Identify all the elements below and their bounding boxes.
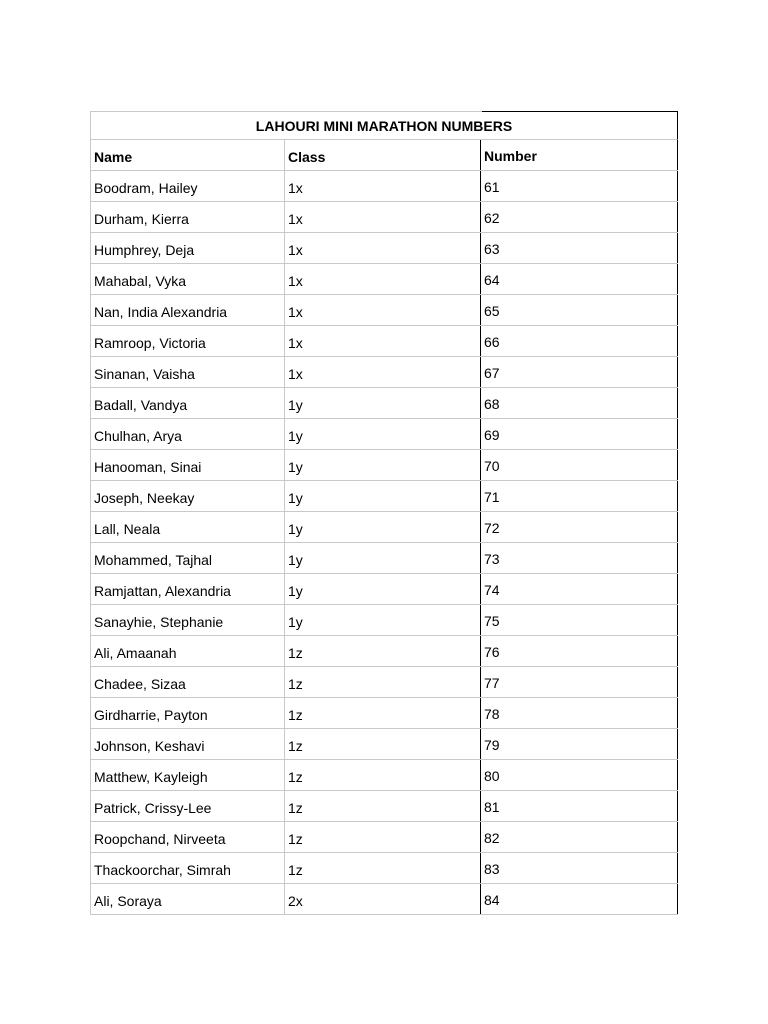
cell-number: 75 bbox=[481, 605, 678, 635]
table-row bbox=[90, 667, 678, 698]
table-row bbox=[90, 791, 678, 822]
cell-class: 1z bbox=[285, 760, 481, 790]
cell-class: 1z bbox=[285, 853, 481, 883]
table-row bbox=[90, 729, 678, 760]
cell-name: Johnson, Keshavi bbox=[90, 729, 285, 759]
marathon-numbers-table bbox=[90, 111, 678, 915]
cell-class: 1x bbox=[285, 357, 481, 387]
cell-number: 61 bbox=[481, 171, 678, 201]
table-row bbox=[90, 512, 678, 543]
cell-number: 66 bbox=[481, 326, 678, 356]
title-border-accent bbox=[482, 111, 678, 112]
cell-class: 1x bbox=[285, 233, 481, 263]
cell-class: 1x bbox=[285, 202, 481, 232]
cell-class: 1x bbox=[285, 326, 481, 356]
cell-class: 1z bbox=[285, 791, 481, 821]
cell-class: 1y bbox=[285, 543, 481, 573]
cell-name: Hanooman, Sinai bbox=[90, 450, 285, 480]
cell-name: Patrick, Crissy-Lee bbox=[90, 791, 285, 821]
cell-name: Humphrey, Deja bbox=[90, 233, 285, 263]
table-row bbox=[90, 357, 678, 388]
cell-name: Joseph, Neekay bbox=[90, 481, 285, 511]
cell-name: Sinanan, Vaisha bbox=[90, 357, 285, 387]
cell-class: 1y bbox=[285, 450, 481, 480]
cell-number: 84 bbox=[481, 884, 678, 914]
table-row bbox=[90, 822, 678, 853]
cell-class: 1x bbox=[285, 264, 481, 294]
cell-class: 1y bbox=[285, 481, 481, 511]
cell-class: 1y bbox=[285, 512, 481, 542]
cell-number: 73 bbox=[481, 543, 678, 573]
cell-number: 74 bbox=[481, 574, 678, 604]
cell-name: Ramroop, Victoria bbox=[90, 326, 285, 356]
cell-number: 77 bbox=[481, 667, 678, 697]
cell-number: 80 bbox=[481, 760, 678, 790]
table-title-text: LAHOURI MINI MARATHON NUMBERS bbox=[255, 117, 513, 134]
cell-number: 79 bbox=[481, 729, 678, 759]
cell-name: Chadee, Sizaa bbox=[90, 667, 285, 697]
table-row bbox=[90, 636, 678, 667]
cell-name: Roopchand, Nirveeta bbox=[90, 822, 285, 852]
header-name: Name bbox=[90, 140, 285, 170]
table-row bbox=[90, 388, 678, 419]
cell-number: 82 bbox=[481, 822, 678, 852]
table-row bbox=[90, 295, 678, 326]
table-row bbox=[90, 450, 678, 481]
cell-number: 67 bbox=[481, 357, 678, 387]
cell-class: 1y bbox=[285, 605, 481, 635]
table-row bbox=[90, 698, 678, 729]
cell-number: 63 bbox=[481, 233, 678, 263]
table-row bbox=[90, 605, 678, 636]
table-row bbox=[90, 853, 678, 884]
cell-number: 65 bbox=[481, 295, 678, 325]
cell-number: 78 bbox=[481, 698, 678, 728]
table-row bbox=[90, 326, 678, 357]
table-row bbox=[90, 202, 678, 233]
cell-class: 1x bbox=[285, 171, 481, 201]
cell-name: Boodram, Hailey bbox=[90, 171, 285, 201]
table-row bbox=[90, 264, 678, 295]
cell-class: 1y bbox=[285, 574, 481, 604]
cell-number: 62 bbox=[481, 202, 678, 232]
cell-class: 1z bbox=[285, 729, 481, 759]
table-row bbox=[90, 419, 678, 450]
cell-name: Mohammed, Tajhal bbox=[90, 543, 285, 573]
table-row bbox=[90, 543, 678, 574]
cell-name: Matthew, Kayleigh bbox=[90, 760, 285, 790]
cell-name: Nan, India Alexandria bbox=[90, 295, 285, 325]
table-row bbox=[90, 233, 678, 264]
cell-name: Ali, Amaanah bbox=[90, 636, 285, 666]
cell-class: 1z bbox=[285, 698, 481, 728]
table-body bbox=[90, 171, 678, 915]
table-row bbox=[90, 481, 678, 512]
cell-number: 70 bbox=[481, 450, 678, 480]
table-row bbox=[90, 884, 678, 915]
cell-name: Mahabal, Vyka bbox=[90, 264, 285, 294]
cell-class: 1z bbox=[285, 667, 481, 697]
cell-class: 1z bbox=[285, 636, 481, 666]
header-class: Class bbox=[285, 140, 481, 170]
cell-number: 68 bbox=[481, 388, 678, 418]
cell-class: 1x bbox=[285, 295, 481, 325]
cell-number: 72 bbox=[481, 512, 678, 542]
cell-name: Chulhan, Arya bbox=[90, 419, 285, 449]
table-row bbox=[90, 760, 678, 791]
cell-name: Thackoorchar, Simrah bbox=[90, 853, 285, 883]
cell-name: Ali, Soraya bbox=[90, 884, 285, 914]
cell-number: 83 bbox=[481, 853, 678, 883]
cell-name: Sanayhie, Stephanie bbox=[90, 605, 285, 635]
cell-number: 71 bbox=[481, 481, 678, 511]
table-header-row bbox=[90, 140, 678, 171]
cell-number: 76 bbox=[481, 636, 678, 666]
table-row bbox=[90, 574, 678, 605]
cell-class: 1y bbox=[285, 388, 481, 418]
cell-number: 64 bbox=[481, 264, 678, 294]
cell-name: Girdharrie, Payton bbox=[90, 698, 285, 728]
cell-number: 81 bbox=[481, 791, 678, 821]
cell-name: Lall, Neala bbox=[90, 512, 285, 542]
header-number: Number bbox=[481, 140, 678, 170]
cell-name: Durham, Kierra bbox=[90, 202, 285, 232]
cell-class: 2x bbox=[285, 884, 481, 914]
table-title bbox=[90, 111, 678, 140]
cell-name: Ramjattan, Alexandria bbox=[90, 574, 285, 604]
cell-class: 1z bbox=[285, 822, 481, 852]
cell-number: 69 bbox=[481, 419, 678, 449]
table-row bbox=[90, 171, 678, 202]
cell-name: Badall, Vandya bbox=[90, 388, 285, 418]
cell-class: 1y bbox=[285, 419, 481, 449]
